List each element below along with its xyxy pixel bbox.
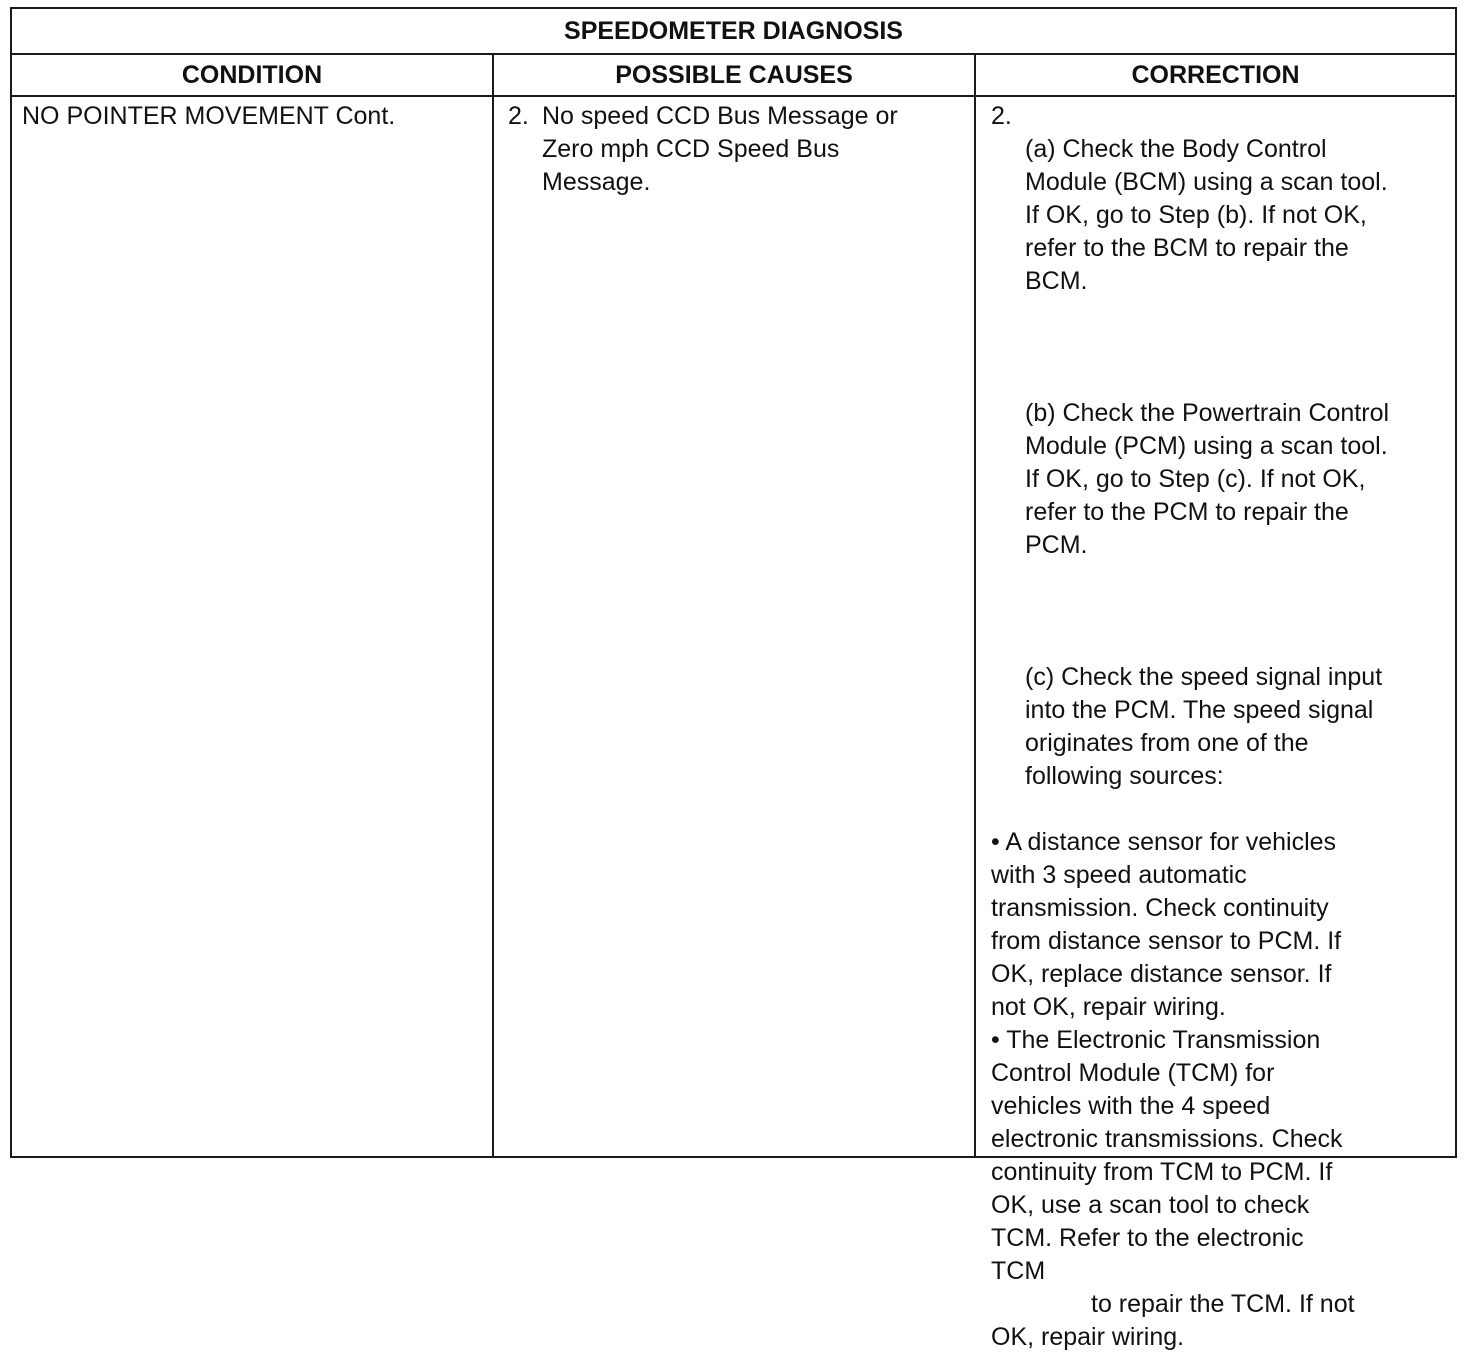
cause-item [508,100,968,199]
header-possible-causes: POSSIBLE CAUSES [494,55,976,95]
condition-text: NO POINTER MOVEMENT Cont. [22,102,396,130]
cause-text: No speed CCD Bus Message or Zero mph CCD Speed Bus Message. [542,102,898,196]
table-header-row [12,55,1455,97]
condition-cell [12,97,494,1156]
table-row [12,97,1455,1351]
cause-number: 2. [508,102,529,130]
correction-bullet-tcm-end: OK, repair wiring. [991,1323,1185,1351]
correction-cell [976,97,1455,1351]
correction-bullet-tcm: • The Electronic Transmission Control Module (TCM) for vehicles with the 4 speed electronic transmissions. Check continuity from TCM to PCM. If OK, use a scan tool to check TCM. Refer to the electronic TCM [991,1026,1343,1285]
table-title: SPEEDOMETER DIAGNOSIS [12,9,1455,55]
correction-bullet-tcm-continued: to repair the TCM. If not [1091,1290,1355,1318]
correction-body [1025,100,1449,826]
correction-step-a: (a) Check the Body Control Module (BCM) using a scan tool. If OK, go to Step (b). If not OK, refer to the BCM to repair the BCM. [1025,135,1388,295]
correction-step-b: (b) Check the Powertrain Control Module (PCM) using a scan tool. If OK, go to Step (c). If not OK, refer to the PCM to repair the PCM. [1025,399,1390,559]
header-correction: CORRECTION [1131,60,1300,89]
correction-step-c: (c) Check the speed signal input into the PCM. The speed signal originates from one of the following sources: [1025,663,1383,790]
correction-bullet-distance-sensor: • A distance sensor for vehicles with 3 speed automatic transmission. Check continuity from distance sensor to PCM. If OK, replace distance sensor. If not OK, repair wiring. [991,828,1342,1021]
correction-number: 2. [991,102,1012,130]
possible-causes-cell [494,97,976,1156]
header-condition: CONDITION [12,55,494,95]
diagnosis-table [10,7,1457,1351]
correction-item [991,100,1449,826]
